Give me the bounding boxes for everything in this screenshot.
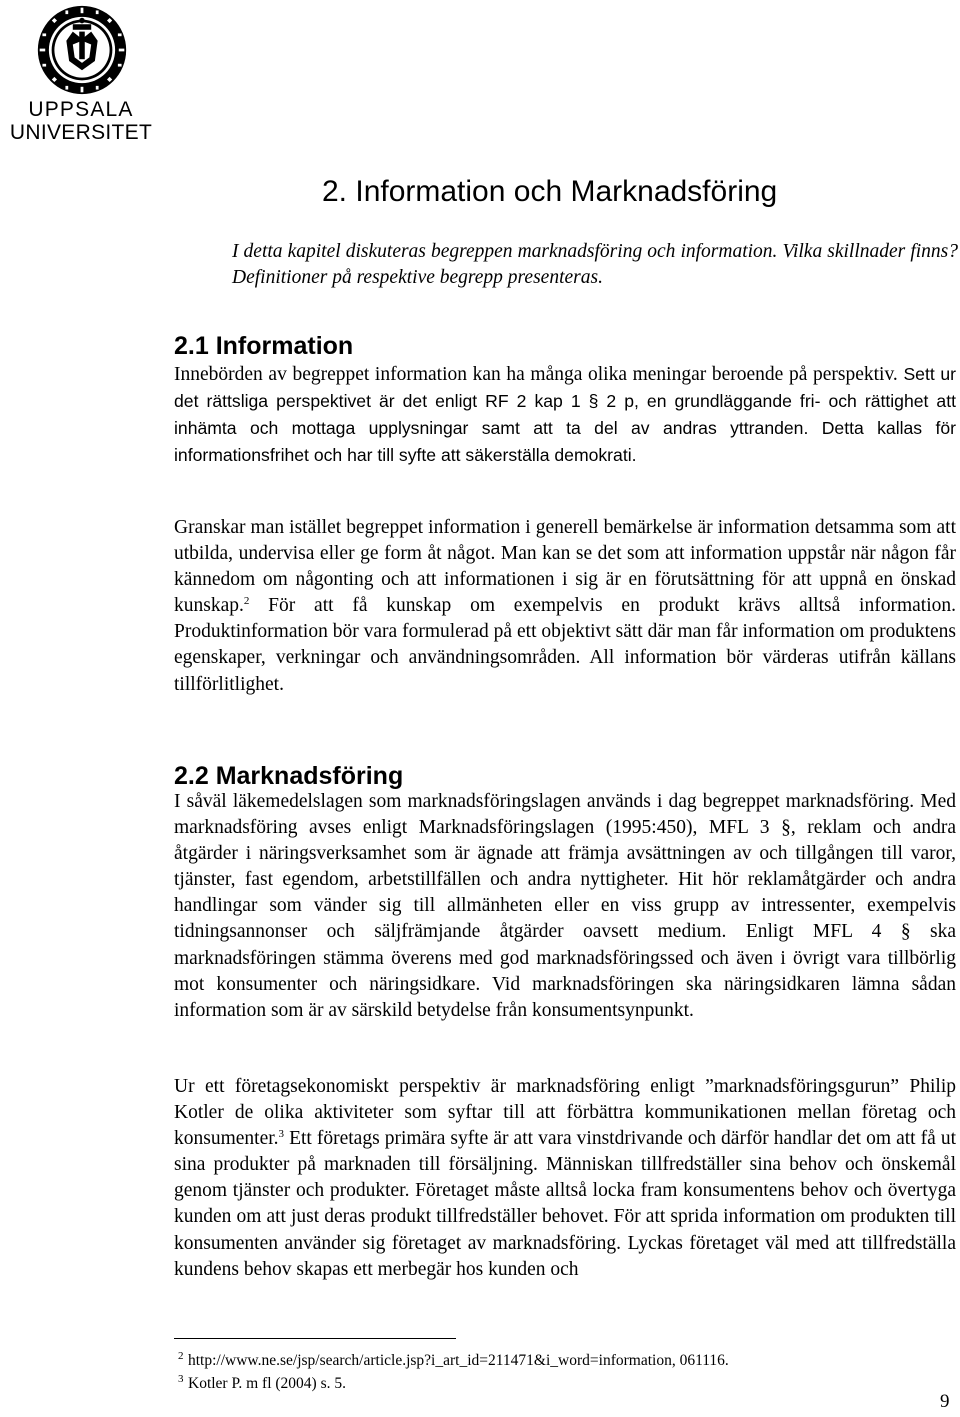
- footnote-separator: [174, 1338, 456, 1339]
- page-number: 9: [940, 1391, 950, 1412]
- footnote-3-number: 3: [178, 1373, 184, 1385]
- marknadsforing-paragraph-2: [174, 1074, 956, 1283]
- marknadsforing-paragraph-2-text-b: Ett företags primära syfte är att vara vinstdrivande och därför handlar det om att få ut sina produkter på marknaden till försäljning. Människan tillfredställer sina behov och önskemål genom tjänster och produkter. Företaget måste alltså locka fram konsumentens behov och övertyga kunden om att just deras produkt tillfredställer behovet. För att sprida information om produkten till konsumenten använder sig företaget av marknadsföring. Lyckas företaget väl med att tillfredställa kundens behov skapas ett merbegär hos kunden och: [174, 1128, 956, 1280]
- footnote-3: [178, 1373, 347, 1393]
- footnote-2: [178, 1350, 729, 1370]
- footnote-ref-2[interactable]: 2: [243, 595, 250, 608]
- footnote-ref-3[interactable]: 3: [278, 1128, 285, 1141]
- logo-text-line1: UPPSALA: [28, 98, 134, 121]
- information-paragraph-1: [174, 361, 956, 469]
- footnote-3-text: Kotler P. m fl (2004) s. 5.: [188, 1375, 347, 1392]
- footnote-2-url[interactable]: http://www.ne.se/jsp/search/article.jsp?i_art_id=211471&i_word=information, 061116.: [188, 1352, 729, 1369]
- information-paragraph-1-serif: Innebörden av begreppet information kan ha många olika meningar beroende på perspektiv.: [174, 364, 898, 385]
- information-paragraph-2-text-b: För att få kunskap om exempelvis en produkt krävs alltså information. Produktinformation bör vara formulerad på ett objektivt sätt där man får information om produktens egenskaper, verkningar och användningsområden. All information bör värderas utifrån källans tillförlitlighet.: [174, 595, 956, 695]
- university-seal-icon: [36, 4, 128, 96]
- section-title-information: 2.1 Information: [174, 332, 354, 360]
- chapter-intro: I detta kapitel diskuteras begreppen marknadsföring och information. Vilka skillnader finns? Definitioner på respektive begrepp presenteras.: [232, 241, 958, 288]
- marknadsforing-paragraph-1: I såväl läkemedelslagen som marknadsföringslagen används i dag begreppet marknadsföring. Med marknadsföring avses enligt Marknadsföringslagen (1995:450), MFL 3 §, reklam och andra åtgärder i näringsverksamhet som är ägnade att främja avsättningen av och tillgången till varor, tjänster, fast egendom, arbetstillfällen och andra nyttigheter. Hit hör reklamåtgärder och andra handlingar som vänder sig till allmänheten eller en viss grupp av intressenter, exempelvis tidningsannonser och säljfrämjande åtgärder oavsett medium. Enligt MFL 4 § ska marknadsföringen stämma överens med god marknadsföringssed och även i övrigt vara tillbörlig mot konsumenter och näringsidkare. Vid marknadsföringen ska näringsidkaren lämna sådan information som är av särskild betydelse från konsumentsynpunkt.: [174, 791, 956, 1021]
- footnote-2-number: 2: [178, 1350, 184, 1362]
- information-paragraph-2-text-a: Granskar man istället begreppet information i generell bemärkelse är information detsamma som att utbilda, undervisa eller ge form åt något. Man kan se det som att information uppstår när någon får kännedom om någonting och att informationen i sig är en förutsättning för att uppnå en önskad kunskap.: [174, 517, 956, 617]
- marknadsforing-paragraph-2-text-a: Ur ett företagsekonomiskt perspektiv är marknadsföring enligt ”marknadsföringsgurun” Philip Kotler de olika aktiviteter som syftar till att förbättra kommunikationen mellan företag och konsumenter.: [174, 1076, 956, 1150]
- chapter-title: 2. Information och Marknadsföring: [322, 175, 778, 208]
- information-paragraph-2: [174, 515, 956, 698]
- logo-text-line2: UNIVERSITET: [9, 121, 153, 144]
- section-title-marknadsforing: 2.2 Marknadsföring: [174, 762, 404, 790]
- information-paragraph-1-legal: Sett ur det rättsliga perspektivet är det enligt RF 2 kap 1 § 2 p, en grundläggande fri- och rättighet att inhämta och mottaga upplysningar samt att ta del av andras yttranden. Detta kallas för informationsfrihet och har till syfte att säkerställa demokrati.: [174, 364, 957, 466]
